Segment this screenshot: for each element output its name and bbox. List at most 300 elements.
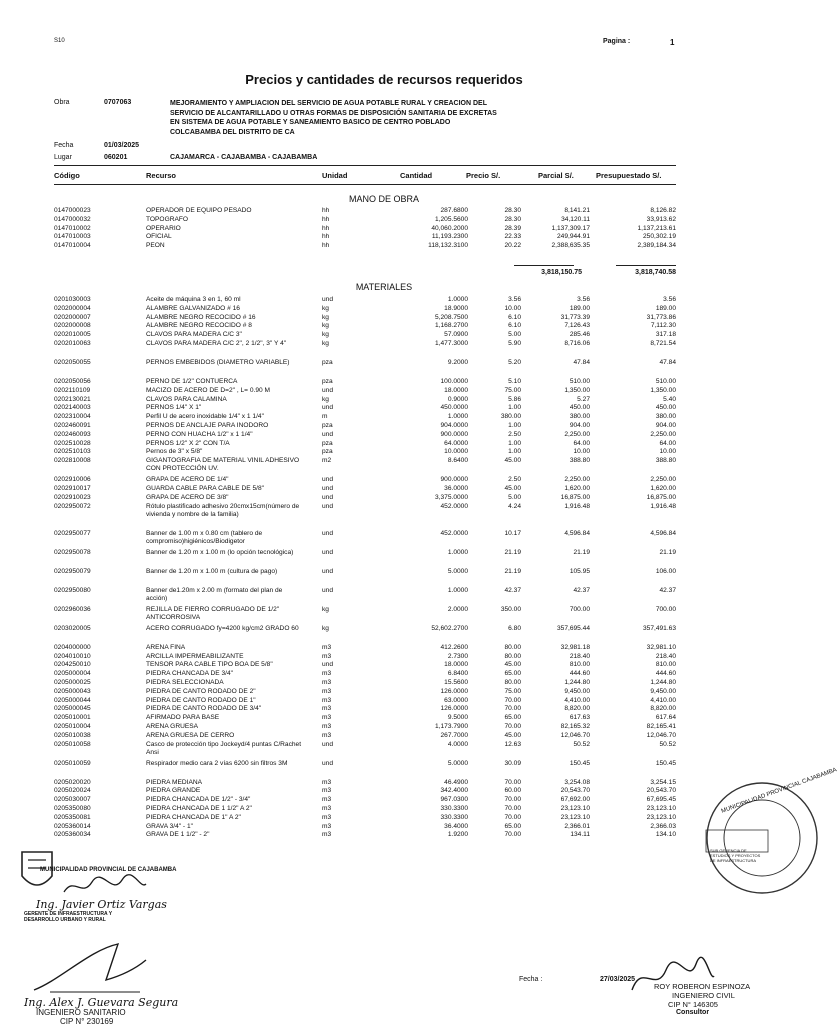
- cell-quantity: 450.0000: [440, 404, 468, 412]
- cell-partial: 2,388,635.35: [551, 242, 590, 250]
- cell-budget: 2,250.00: [650, 430, 676, 438]
- cell-budget: 450.00: [655, 404, 676, 412]
- cell-price: 1.00: [508, 448, 521, 456]
- cell-code: 0205350081: [54, 813, 91, 821]
- cell-price: 45.00: [504, 457, 521, 465]
- cell-quantity: 4.0000: [447, 740, 468, 748]
- cell-quantity: 1.0000: [447, 296, 468, 303]
- cell-unit: hh: [322, 224, 330, 232]
- cell-price: 1.00: [508, 439, 521, 447]
- cell-price: 5.20: [508, 359, 521, 366]
- cell-unit: hh: [322, 207, 330, 214]
- table-row: [54, 697, 676, 706]
- page-label: Pagina :: [603, 38, 631, 45]
- cell-code: 0202910023: [54, 493, 91, 501]
- cell-resource: Perfil U de acero inoxidable 1/4" x 1 1/4": [146, 413, 264, 421]
- table-row: [54, 831, 676, 840]
- cell-quantity: 8.6400: [447, 457, 468, 465]
- cell-partial: 7,126.43: [564, 322, 590, 330]
- cell-partial: 3,254.08: [564, 778, 590, 786]
- cell-budget: 1,244.80: [650, 679, 676, 686]
- cell-resource: Banner de 1.00 m x 0.80 cm (tablero de compromiso)higiénicos/Biodigetor: [146, 529, 263, 545]
- cell-quantity: 5.0000: [447, 759, 468, 767]
- cell-quantity: 1,168.2700: [434, 322, 468, 330]
- cell-budget: 317.18: [655, 331, 676, 339]
- cell-unit: m3: [322, 796, 332, 804]
- cell-price: 70.00: [504, 805, 521, 812]
- table-row: [54, 422, 676, 431]
- table-row: [54, 787, 676, 796]
- ing-sanitario-cip: CIP N° 230169: [60, 1017, 114, 1026]
- cell-partial: 380.00: [569, 413, 590, 421]
- cell-quantity: 57.0900: [444, 331, 468, 339]
- cell-budget: 33,913.62: [646, 215, 676, 223]
- cell-unit: m3: [322, 696, 332, 704]
- consultor-title: INGENIERO CIVIL: [672, 991, 735, 1000]
- cell-resource: GRAVA DE 1 1/2" - 2": [146, 831, 210, 839]
- cell-budget: 1,137,213.61: [637, 224, 676, 232]
- cell-quantity: 900.0000: [440, 476, 468, 484]
- cell-unit: kg: [322, 331, 329, 339]
- cell-partial: 444.60: [569, 670, 590, 678]
- header-rule-bottom: [54, 184, 676, 185]
- cell-price: 80.00: [504, 679, 521, 686]
- cell-quantity: 63.0000: [444, 696, 468, 704]
- consultor-name: ROY ROBERON ESPINOZA: [654, 982, 751, 991]
- cell-quantity: 900.0000: [440, 430, 468, 438]
- cell-quantity: 5,208.7500: [434, 313, 468, 321]
- cell-budget: 904.00: [655, 422, 676, 429]
- cell-code: 0205020020: [54, 778, 91, 786]
- cell-quantity: 342.4000: [440, 787, 468, 795]
- cell-budget: 12,046.70: [646, 731, 676, 739]
- cell-resource: ALAMBRE NEGRO RECOCIDO # 8: [146, 322, 252, 330]
- cell-unit: kg: [322, 605, 329, 613]
- cell-unit: pza: [322, 422, 333, 429]
- cell-budget: 1,350.00: [650, 386, 676, 394]
- cell-price: 22.33: [504, 233, 521, 241]
- cell-unit: und: [322, 740, 334, 748]
- cell-quantity: 2.0000: [447, 605, 468, 613]
- cell-unit: m3: [322, 731, 332, 739]
- cell-price: 3.56: [508, 296, 521, 303]
- cell-unit: m3: [322, 670, 332, 678]
- col-header-resource: Recurso: [146, 171, 177, 180]
- table-row: [54, 670, 676, 679]
- table-row: [54, 457, 676, 473]
- table-row: [54, 586, 676, 602]
- cell-unit: pza: [322, 359, 333, 366]
- cell-quantity: 967.0300: [440, 796, 468, 804]
- cell-price: 70.00: [504, 723, 521, 730]
- cell-resource: PERNOS EMBEBIDOS (DIAMETRO VARIABLE): [146, 359, 290, 366]
- cell-resource: Banner de 1.20 m x 1.00 m (cultura de pago): [146, 567, 278, 575]
- cell-quantity: 126.0000: [440, 705, 468, 713]
- lugar-value: CAJAMARCA - CAJABAMBA - CAJABAMBA: [170, 154, 318, 161]
- cell-resource: MACIZO DE ACERO DE D=2" , L= 0.90 M: [146, 386, 270, 394]
- table-row: [54, 732, 676, 741]
- cell-quantity: 1,477.3000: [434, 340, 468, 347]
- cell-budget: 4,410.00: [650, 696, 676, 704]
- mano-subtotal-partial: 3,818,150.75: [541, 269, 582, 276]
- cell-budget: 23,123.10: [646, 813, 676, 821]
- cell-resource: PERNO DE 1/2" CONTUERCA: [146, 378, 238, 385]
- cell-code: 0205360014: [54, 822, 91, 830]
- cell-quantity: 452.0000: [440, 502, 468, 510]
- table-row: [54, 568, 676, 577]
- cell-code: 0205030007: [54, 796, 91, 804]
- cell-budget: 218.40: [655, 652, 676, 660]
- cell-resource: OFICIAL: [146, 233, 172, 241]
- cell-partial: 700.00: [569, 605, 590, 613]
- cell-budget: 20,543.70: [646, 787, 676, 795]
- cell-unit: m3: [322, 813, 332, 821]
- cell-unit: m3: [322, 643, 332, 651]
- cell-resource: ARENA FINA: [146, 643, 186, 651]
- cell-resource: OPERARIO: [146, 224, 181, 232]
- cell-resource: PERNO CON HUACHA 1/2" x 1 1/4": [146, 430, 253, 438]
- cell-budget: 9,450.00: [650, 687, 676, 695]
- cell-price: 1.00: [508, 422, 521, 429]
- signature-ing-sanitario-icon: [30, 940, 150, 998]
- cell-partial: 388.80: [569, 457, 590, 465]
- round-seal-inner-text: SUB GERENCIA DE ESTUDIOS Y PROYECTOS DE INFRAESTRUCTURA: [710, 848, 761, 863]
- obra-line: COLCABAMBA DEL DISTRITO DE CA: [170, 128, 295, 136]
- cell-partial: 510.00: [569, 378, 590, 385]
- cell-resource: ARCILLA IMPERMEABILIZANTE: [146, 652, 244, 660]
- consultor-role: Consultor: [676, 1009, 710, 1016]
- cell-budget: 150.45: [655, 759, 676, 767]
- cell-price: 60.00: [504, 787, 521, 795]
- cell-price: 28.30: [504, 215, 521, 223]
- cell-unit: m3: [322, 705, 332, 713]
- cell-resource: ARENA GRUESA: [146, 723, 199, 730]
- cell-quantity: 100.0000: [440, 378, 468, 385]
- cell-unit: kg: [322, 395, 329, 403]
- cell-budget: 189.00: [655, 304, 676, 312]
- cell-partial: 20,543.70: [560, 787, 590, 795]
- cell-code: 0204000000: [54, 643, 91, 651]
- cell-partial: 34,120.11: [561, 215, 590, 223]
- section-materiales: MATERIALES: [355, 282, 413, 292]
- cell-quantity: 1.0000: [447, 548, 468, 556]
- cell-unit: und: [322, 502, 334, 510]
- cell-resource: PIEDRA DE CANTO RODADO DE 3/4": [146, 705, 262, 713]
- cell-quantity: 11,193.2300: [431, 233, 468, 241]
- signature-gerente-icon: [60, 872, 150, 900]
- table-row: [54, 814, 676, 823]
- cell-quantity: 40,060.2000: [431, 224, 468, 232]
- cell-code: 0202950077: [54, 529, 91, 537]
- gerente-role: GERENTE DE INFRAESTRUCTURA Y DESARROLLO URBANO Y RURAL: [24, 911, 112, 923]
- cell-quantity: 15.5600: [444, 679, 468, 686]
- cell-price: 2.50: [508, 430, 521, 438]
- cell-code: 0202460091: [54, 422, 91, 429]
- cell-price: 350.00: [500, 605, 521, 613]
- table-row: [54, 625, 676, 634]
- table-row: [54, 796, 676, 805]
- cell-code: 0202000008: [54, 322, 91, 330]
- cell-partial: 8,716.06: [564, 340, 590, 347]
- cell-partial: 31,773.39: [560, 313, 590, 321]
- fecha-label: Fecha: [54, 142, 74, 149]
- table-row: [54, 779, 676, 788]
- table-row: [54, 207, 676, 216]
- cell-code: 0202910017: [54, 485, 91, 492]
- cell-price: 5.00: [508, 331, 521, 339]
- cell-code: 0202510103: [54, 448, 91, 456]
- cell-partial: 21.19: [573, 548, 590, 556]
- cell-price: 70.00: [504, 705, 521, 713]
- table-row: [54, 823, 676, 832]
- cell-budget: 810.00: [655, 661, 676, 669]
- cell-unit: m3: [322, 822, 332, 830]
- cell-partial: 2,250.00: [564, 430, 590, 438]
- table-row: [54, 714, 676, 723]
- obra-line: EN SISTEMA DE AGUA POTABLE Y SANEAMIENTO BASICO DE CENTRO POBLADO: [170, 119, 451, 126]
- table-row: [54, 740, 676, 756]
- cell-budget: 21.19: [659, 548, 676, 556]
- cell-price: 2.50: [508, 476, 521, 484]
- cell-unit: m3: [322, 723, 332, 730]
- cell-partial: 3.56: [577, 296, 590, 303]
- cell-partial: 1,620.00: [564, 485, 590, 492]
- cell-quantity: 267.7000: [440, 731, 468, 739]
- cell-partial: 1,350.00: [564, 386, 590, 394]
- cell-price: 12.63: [504, 740, 521, 748]
- obra-description: [170, 99, 530, 137]
- table-row: [54, 431, 676, 440]
- table-row: [54, 396, 676, 405]
- cell-unit: pza: [322, 378, 333, 385]
- cell-partial: 904.00: [569, 422, 590, 429]
- cell-quantity: 64.0000: [444, 439, 468, 447]
- cell-unit: m3: [322, 831, 332, 839]
- cell-quantity: 118,132.3100: [428, 242, 468, 250]
- cell-quantity: 36.0000: [444, 485, 468, 492]
- cell-unit: m3: [322, 805, 332, 812]
- cell-price: 65.00: [504, 714, 521, 722]
- table-row: [54, 760, 676, 769]
- cell-code: 0205000044: [54, 696, 91, 704]
- cell-resource: GIGANTOGRAFIA DE MATERIAL VINIL ADHESIVO CON PROTECCIÓN UV.: [146, 457, 300, 473]
- cell-budget: 5.40: [663, 395, 676, 403]
- cell-quantity: 1,173.7900: [434, 723, 468, 730]
- cell-budget: 16,875.00: [646, 493, 676, 501]
- cell-unit: kg: [322, 313, 329, 321]
- cell-resource: CLAVOS PARA MADERA C/C 2", 2 1/2", 3" Y 4": [146, 340, 287, 347]
- cell-resource: GRAPA DE ACERO DE 1/4": [146, 476, 229, 484]
- cell-unit: und: [322, 430, 334, 438]
- cell-partial: 450.00: [569, 404, 590, 412]
- cell-quantity: 6.8400: [447, 670, 468, 678]
- cell-unit: und: [322, 759, 334, 767]
- col-header-unit: Unidad: [322, 171, 348, 180]
- cell-resource: Banner de1.20m x 2.00 m (formato del plan de acción): [146, 586, 283, 602]
- cell-quantity: 9.5000: [447, 714, 468, 722]
- cell-price: 21.19: [504, 567, 521, 575]
- cell-partial: 1,137,309.17: [551, 224, 590, 232]
- cell-code: 0205350080: [54, 805, 91, 812]
- cell-price: 45.00: [504, 485, 521, 492]
- cell-price: 6.80: [508, 624, 521, 632]
- cell-budget: 10.00: [659, 448, 676, 456]
- cell-price: 380.00: [500, 413, 521, 421]
- cell-price: 10.17: [504, 529, 521, 537]
- cell-price: 80.00: [504, 643, 521, 651]
- table-row: [54, 225, 676, 234]
- cell-code: 0202950072: [54, 502, 91, 510]
- cell-partial: 50.52: [573, 740, 590, 748]
- cell-price: 80.00: [504, 652, 521, 660]
- cell-code: 0205000025: [54, 679, 91, 686]
- cell-code: 0203020005: [54, 624, 91, 632]
- cell-unit: und: [322, 661, 334, 669]
- cell-quantity: 18.9000: [444, 304, 468, 312]
- cell-resource: PERNOS 1/4" X 1": [146, 404, 202, 412]
- cell-quantity: 10.0000: [444, 448, 468, 456]
- cell-resource: ALAMBRE NEGRO RECOCIDO # 16: [146, 313, 256, 321]
- table-row: [54, 502, 676, 518]
- cell-budget: 47.84: [659, 359, 676, 366]
- cell-budget: 23,123.10: [646, 805, 676, 812]
- table-row: [54, 296, 676, 305]
- cell-code: 0202950080: [54, 586, 91, 594]
- cell-unit: kg: [322, 340, 329, 347]
- table-row: [54, 485, 676, 494]
- cell-partial: 249,944.91: [556, 233, 590, 241]
- doc-code: S10: [54, 38, 65, 44]
- cell-code: 0202050055: [54, 359, 91, 366]
- table-row: [54, 387, 676, 396]
- cell-unit: m3: [322, 679, 332, 686]
- cell-resource: PIEDRA DE CANTO RODADO DE 1": [146, 696, 256, 704]
- cell-budget: 617.64: [655, 714, 676, 722]
- cell-unit: und: [322, 296, 334, 303]
- cell-code: 0205360034: [54, 831, 91, 839]
- cell-code: 0205010059: [54, 759, 91, 767]
- cell-code: 0147010003: [54, 233, 91, 241]
- cell-resource: PIEDRA GRANDE: [146, 787, 201, 795]
- cell-budget: 444.60: [655, 670, 676, 678]
- cell-code: 0202950078: [54, 548, 91, 556]
- table-row: [54, 661, 676, 670]
- cell-budget: 134.10: [655, 831, 676, 839]
- cell-resource: GUARDA CABLE PARA CABLE DE 5/8": [146, 485, 265, 492]
- cell-budget: 3,254.15: [650, 778, 676, 786]
- cell-resource: Aceite de máquina 3 en 1, 60 ml: [146, 296, 241, 303]
- cell-quantity: 330.3300: [440, 805, 468, 812]
- cell-resource: PIEDRA DE CANTO RODADO DE 2": [146, 687, 256, 695]
- section-mano-de-obra: MANO DE OBRA: [348, 194, 419, 204]
- page-title: Precios y cantidades de recursos requeridos: [245, 72, 523, 87]
- table-row: [54, 314, 676, 323]
- cell-budget: 67,695.45: [646, 796, 676, 804]
- cell-quantity: 2.7300: [447, 652, 468, 660]
- cell-price: 6.10: [508, 322, 521, 330]
- cell-partial: 82,165.32: [560, 723, 590, 730]
- cell-unit: kg: [322, 624, 329, 632]
- col-header-budget: Presupuestado S/.: [596, 171, 662, 180]
- cell-partial: 617.63: [569, 714, 590, 722]
- obra-line: SERVICIO DE ALCANTARILLADO U OTRAS FORMAS DE DISPOSICIÓN SANITARIA DE EXCRETAS: [170, 109, 497, 117]
- cell-price: 5.86: [508, 395, 521, 403]
- cell-price: 70.00: [504, 831, 521, 839]
- cell-resource: Respirador medio cara 2 vías 6200 sin filtros 3M: [146, 759, 288, 767]
- cell-resource: Pernos de 3" x 5/8": [146, 448, 203, 456]
- table-row: [54, 723, 676, 732]
- cell-resource: PIEDRA CHANCADA DE 3/4": [146, 670, 233, 678]
- table-row: [54, 805, 676, 814]
- subtotal-rule-budget: [616, 265, 676, 266]
- cell-partial: 134.11: [570, 831, 590, 839]
- cell-partial: 285.46: [569, 331, 590, 339]
- cell-partial: 47.84: [573, 359, 590, 366]
- cell-budget: 8,820.00: [650, 705, 676, 713]
- col-header-price: Precio S/.: [466, 171, 501, 180]
- cell-budget: 8,126.82: [650, 207, 676, 214]
- cell-price: 45.00: [504, 661, 521, 669]
- cell-budget: 31,773.86: [646, 313, 676, 321]
- table-row: [54, 705, 676, 714]
- cell-unit: und: [322, 386, 334, 394]
- cell-budget: 2,250.00: [650, 476, 676, 484]
- cell-resource: ALAMBRE GALVANIZADO # 16: [146, 304, 240, 312]
- muni-stamp-text: MUNICIPALIDAD PROVINCIAL DE CAJABAMBA: [40, 867, 177, 873]
- cell-resource: Rótulo plastificado adhesivo 20cmx15cm(número de vivienda y nombre de la familia): [146, 502, 300, 518]
- table-row: [54, 242, 676, 251]
- obra-code: 0707063: [104, 99, 132, 106]
- cell-code: 0202960036: [54, 605, 91, 613]
- cell-price: 75.00: [504, 687, 521, 695]
- cell-quantity: 126.0000: [440, 687, 468, 695]
- cell-price: 70.00: [504, 796, 521, 804]
- cell-resource: PIEDRA CHANCADA DE 1/2" - 3/4": [146, 796, 251, 804]
- cell-budget: 1,916.48: [650, 502, 676, 510]
- page-number: 1: [670, 38, 675, 47]
- cell-quantity: 452.0000: [440, 529, 468, 537]
- cell-code: 0202000004: [54, 304, 91, 312]
- table-row: [54, 440, 676, 449]
- cell-price: 70.00: [504, 813, 521, 821]
- cell-partial: 150.45: [569, 759, 590, 767]
- cell-partial: 1,916.48: [564, 502, 590, 510]
- cell-price: 70.00: [504, 696, 521, 704]
- cell-budget: 3.56: [663, 296, 676, 303]
- cell-price: 75.00: [504, 386, 521, 394]
- cell-budget: 32,981.10: [646, 643, 676, 651]
- cell-quantity: 0.9000: [447, 395, 468, 403]
- cell-quantity: 330.3300: [440, 813, 468, 821]
- cell-code: 0205020024: [54, 787, 91, 795]
- cell-resource: PEON: [146, 242, 165, 250]
- cell-unit: und: [322, 567, 334, 575]
- cell-code: 0202910006: [54, 476, 91, 484]
- cell-price: 65.00: [504, 670, 521, 678]
- cell-code: 0202110109: [54, 386, 91, 394]
- cell-code: 0205000045: [54, 705, 91, 713]
- cell-resource: PIEDRA CHANCADA DE 1 1/2" A 2": [146, 805, 252, 812]
- cell-price: 1.00: [508, 404, 521, 412]
- cell-partial: 32,981.18: [560, 643, 590, 651]
- cell-unit: m3: [322, 652, 332, 660]
- table-row: [54, 476, 676, 485]
- cell-quantity: 52,602.2700: [431, 624, 468, 632]
- cell-unit: m3: [322, 787, 332, 795]
- cell-budget: 388.80: [655, 457, 676, 465]
- cell-code: 0147000032: [54, 215, 91, 223]
- lugar-code: 060201: [104, 154, 128, 161]
